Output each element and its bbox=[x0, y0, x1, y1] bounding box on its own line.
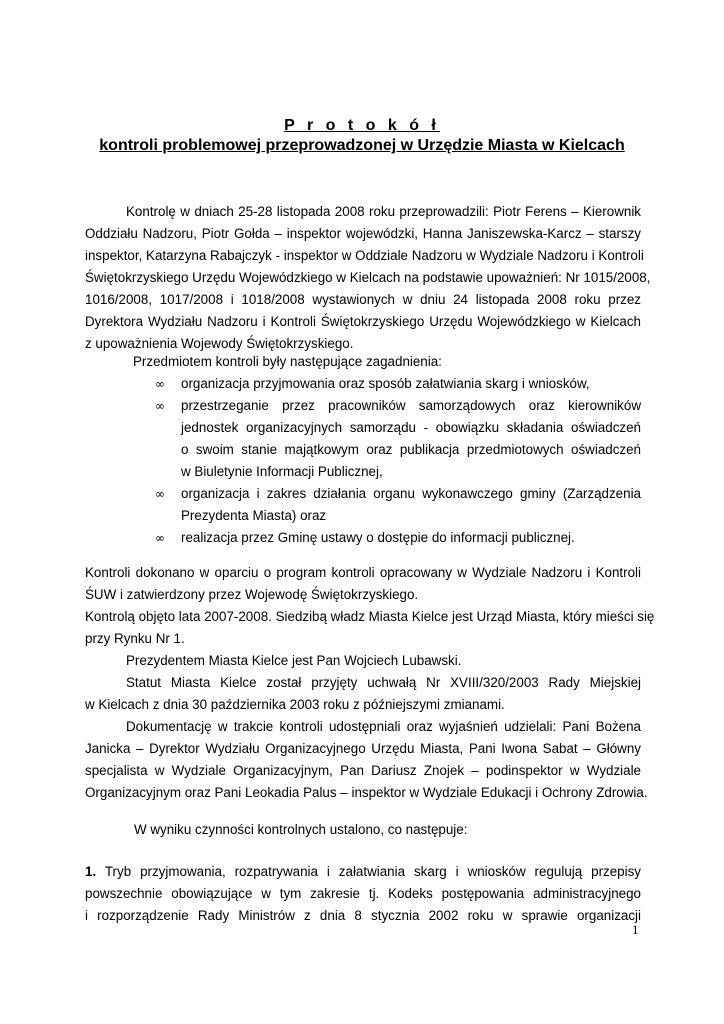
documentation-line: Dokumentację w trakcie kontroli udostępniali oraz wyjaśnień udzielali: Pani Bożena bbox=[126, 719, 641, 734]
point-1-line bbox=[85, 861, 641, 883]
documentation-line: specjalista w Wydziale Organizacyjnym, Pan Dariusz Znojek – podinspektor w Wydziale bbox=[85, 763, 641, 778]
list-item-text bbox=[181, 483, 641, 527]
subjects-intro: Przedmiotem kontroli były następujące zagadnienia: bbox=[133, 354, 442, 369]
program-line: ŚUW i zatwierdzony przez Wojewodę Świętokrzyskiego. bbox=[85, 587, 419, 602]
years-line: Kontrolą objęto lata 2007-2008. Siedzibą władz Miasta Kielce jest Urząd Miasta, który mieści się bbox=[85, 609, 655, 624]
years-paragraph bbox=[85, 606, 655, 650]
intro-paragraph bbox=[85, 201, 651, 355]
intro-line: z upoważnienia Wojewody Świętokrzyskiego. bbox=[85, 336, 354, 351]
infinity-bullet-icon: ∞ bbox=[155, 487, 165, 501]
program-line: Kontroli dokonano w oparciu o program kontroli opracowany w Wydziale Nadzoru i Kontroli bbox=[85, 565, 641, 580]
point-number: 1. bbox=[85, 864, 97, 879]
list-item bbox=[155, 395, 641, 483]
list-item-line: o swoim stanie majątkowym oraz publikacja przedmiotowych oświadczeń bbox=[181, 442, 641, 457]
list-item-text bbox=[181, 373, 641, 395]
statute-line: w Kielcach z dnia 30 października 2003 roku z późniejszymi zmianami. bbox=[85, 697, 505, 712]
years-line: przy Rynku Nr 1. bbox=[85, 631, 185, 646]
documentation-paragraph bbox=[85, 716, 648, 804]
list-item-line: w Biuletynie Informacji Publicznej, bbox=[181, 464, 383, 479]
document-subtitle: kontroli problemowej przeprowadzonej w Urzędzie Miasta w Kielcach bbox=[99, 137, 625, 154]
intro-line: Świętokrzyskiego Urzędu Wojewódzkiego w Kielcach na podstawie upoważnień: Nr 1015/2008, bbox=[85, 270, 651, 285]
statute-line: Statut Miasta Kielce został przyjęty uchwałą Nr XVIII/320/2003 Rady Miejskiej bbox=[126, 675, 641, 690]
list-item bbox=[155, 373, 641, 395]
intro-line: 1016/2008, 1017/2008 i 1018/2008 wystawionych w dniu 24 listopada 2008 roku przez bbox=[85, 292, 641, 307]
page-number: 1 bbox=[632, 922, 639, 937]
list-item-line: przestrzeganie przez pracowników samorządowych oraz kierowników bbox=[181, 398, 641, 413]
list-item-line: organizacja i zakres działania organu wykonawczego gminy (Zarządzenia bbox=[181, 486, 641, 501]
point-1-paragraph bbox=[85, 861, 641, 927]
list-item-text bbox=[181, 527, 641, 549]
infinity-bullet-icon: ∞ bbox=[155, 399, 165, 413]
infinity-bullet-icon: ∞ bbox=[155, 531, 165, 545]
statute-paragraph bbox=[85, 672, 641, 716]
point-1-line: powszechnie obowiązujące w tym zakresie tj. Kodeks postępowania administracyjnego bbox=[85, 886, 641, 901]
list-item-line: jednostek organizacyjnych samorządu - obowiązku składania oświadczeń bbox=[181, 420, 641, 435]
point-1-line: i rozporządzenie Rady Ministrów z dnia 8 stycznia 2002 roku w sprawie organizacji bbox=[85, 908, 641, 923]
list-item-line: realizacja przez Gminę ustawy o dostępie do informacji publicznej. bbox=[181, 530, 575, 545]
documentation-line: Janicka – Dyrektor Wydziału Organizacyjnego Urzędu Miasta, Pani Iwona Sabat – Główny bbox=[85, 741, 641, 756]
list-item bbox=[155, 527, 641, 549]
infinity-bullet-icon: ∞ bbox=[155, 377, 165, 391]
list-item bbox=[155, 483, 641, 527]
list-item-line: organizacja przyjmowania oraz sposób załatwiania skarg i wniosków, bbox=[181, 376, 590, 391]
list-item-line: Prezydenta Miasta) oraz bbox=[181, 508, 327, 523]
document-title: P r o t o k ó ł bbox=[284, 117, 440, 134]
intro-line: Kontrolę w dniach 25-28 listopada 2008 roku przeprowadzili: Piotr Ferens – Kierownik bbox=[126, 204, 641, 219]
documentation-line: Organizacyjnym oraz Pani Leokadia Palus – inspektor w Wydziale Edukacji i Ochrony Zdrowia. bbox=[85, 785, 648, 800]
list-item-text bbox=[181, 395, 641, 483]
intro-line: Dyrektora Wydziału Nadzoru i Kontroli Świętokrzyskiego Urzędu Wojewódzkiego w Kielcach bbox=[85, 314, 641, 329]
intro-line: inspektor, Katarzyna Rabajczyk - inspektor w Oddziale Nadzoru w Wydziale Nadzoru i Kontroli bbox=[85, 248, 644, 263]
program-paragraph bbox=[85, 562, 641, 606]
president-line: Prezydentem Miasta Kielce jest Pan Wojciech Lubawski. bbox=[126, 653, 462, 668]
intro-line: Oddziału Nadzoru, Piotr Gołda – inspektor wojewódzki, Hanna Janiszewska-Karcz – starszy bbox=[85, 226, 641, 241]
point-1-text: Tryb przyjmowania, rozpatrywania i załatwiania skarg i wniosków regulują przepisy bbox=[96, 864, 641, 879]
findings-intro: W wyniku czynności kontrolnych ustalono, co następuje: bbox=[134, 822, 468, 837]
